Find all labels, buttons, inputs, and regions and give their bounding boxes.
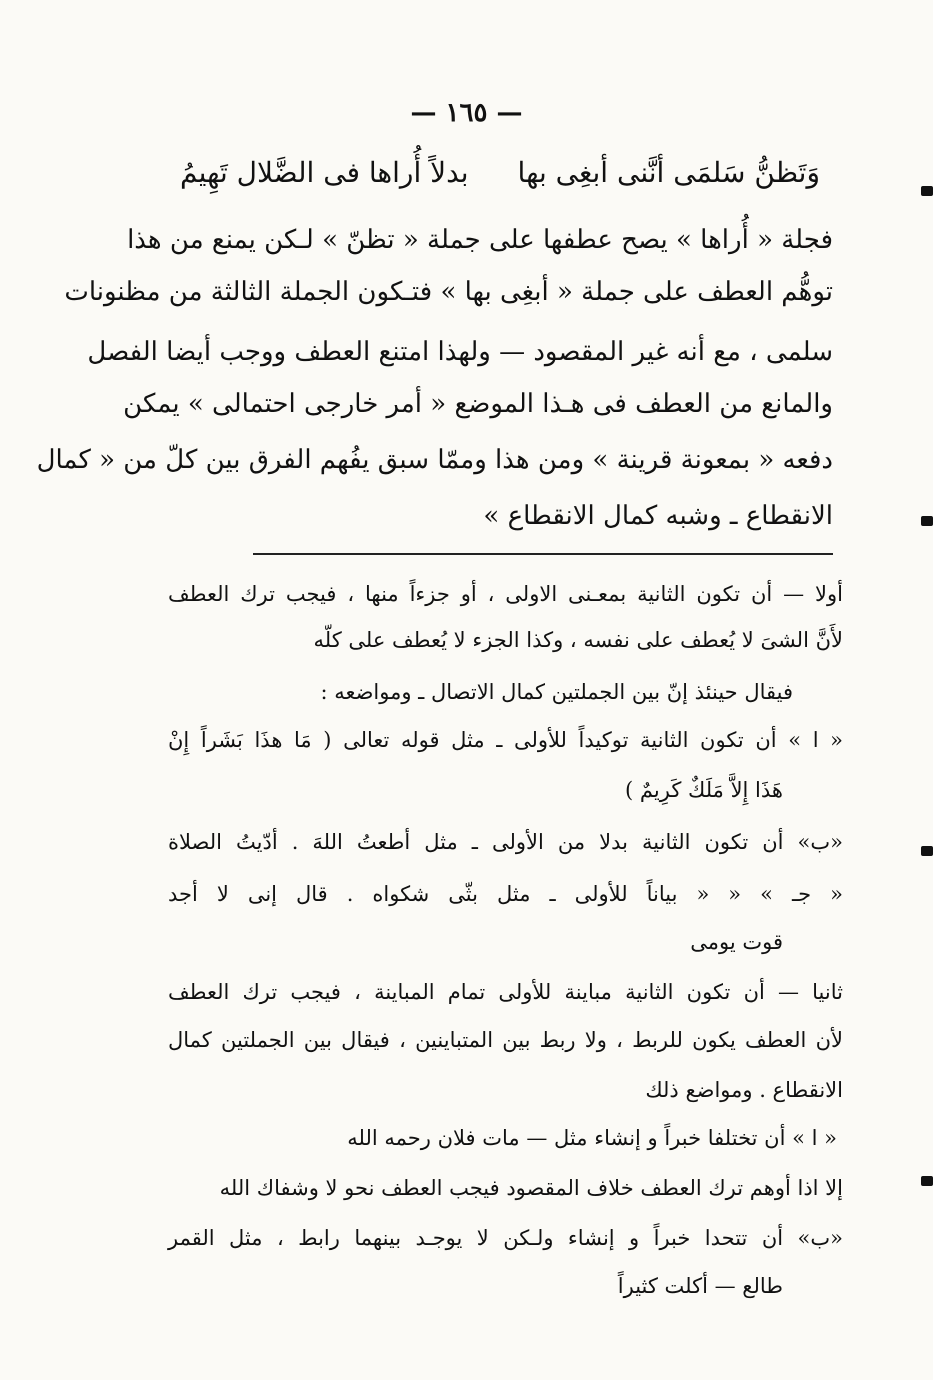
footnote-line: فيقال حينئذ إنّ بين الجملتين كمال الاتصال ـ ومواضعه : bbox=[320, 680, 793, 704]
footnote-line: « ا » أن تختلفا خبراً و إنشاء مثل — مات فلان رحمه الله bbox=[347, 1126, 837, 1150]
main-line: والمانع من العطف فى هـذا الموضع « أمر خارجى احتمالى » يمكن bbox=[123, 389, 833, 419]
main-line: الانقطاع ـ وشبه كمال الانقطاع » bbox=[483, 501, 833, 531]
main-line: سلمى ، مع أنه غير المقصود — ولهذا امتنع العطف ووجب أيضا الفصل bbox=[87, 337, 833, 367]
footnote-line: ثانيا — أن تكون الثانية مباينة للأولى تمام المباينة ، فيجب ترك العطف bbox=[168, 980, 843, 1004]
footnote-line: لأَنَّ الشىَ لا يُعطف على نفسه ، وكذا الجزء لا يُعطف على كلّه bbox=[313, 628, 843, 652]
page-number: — ١٦٥ — bbox=[410, 98, 523, 128]
poem-verse bbox=[180, 156, 820, 202]
margin-mark bbox=[921, 516, 933, 526]
footnote-line: أولا — أن تكون الثانية بمعـنى الاولى ، أو جزءاً منها ، فيجب ترك العطف bbox=[168, 582, 843, 606]
footnote-line: « جـ » « « بياناً للأولى ـ مثل بثّى شكواه . قال إنى لا أجد bbox=[168, 882, 843, 906]
margin-mark bbox=[921, 186, 933, 196]
main-line: توهُّم العطف على جملة « أبغِى بها » فتـكون الجملة الثالثة من مظنونات bbox=[64, 277, 833, 307]
footnote-line: «ب» أن تكون الثانية بدلا من الأولى ـ مثل أطعتُ اللهَ . أدّيتُ الصلاة bbox=[168, 830, 843, 854]
main-line: دفعه « بمعونة قرينة » ومن هذا وممّا سبق يفُهم الفرق بين كلّ من « كمال bbox=[36, 445, 833, 475]
footnote-divider bbox=[253, 553, 833, 555]
footnote-line: الانقطاع . ومواضع ذلك bbox=[645, 1078, 843, 1102]
margin-mark bbox=[921, 1176, 933, 1186]
footnote-line: طالع — أكلت كثيراً bbox=[617, 1274, 783, 1298]
poem-hemistich-second: بدلاً أُراها فى الضَّلال تَهِيمُ bbox=[180, 156, 469, 189]
margin-mark bbox=[921, 846, 933, 856]
footnote-line: إلا اذا أوهم ترك العطف خلاف المقصود فيجب العطف نحو لا وشفاك الله bbox=[219, 1176, 843, 1200]
footnote-line: « ا » أن تكون الثانية توكيداً للأولى ـ مثل قوله تعالى ( مَا هذَا بَشَراً إِنْ bbox=[168, 728, 843, 752]
footnote-line: «ب» أن تتحدا خبراً و إنشاء ولـكن لا يوجـد بينهما رابط ، مثل القمر bbox=[168, 1226, 843, 1250]
footnote-line: قوت يومى bbox=[690, 930, 783, 954]
footnote-line: هَذَا إِلاَّ مَلَكٌ كَرِيمٌ ) bbox=[625, 778, 783, 802]
main-line: فجلة « أُراها » يصح عطفها على جملة « تظنّ » لـكن يمنع من هذا bbox=[127, 225, 833, 255]
footnote-line: لأن العطف يكون للربط ، ولا ربط بين المتباينين ، فيقال بين الجملتين كمال bbox=[168, 1028, 843, 1052]
poem-hemistich-first: وَتَظنُّ سَلمَى أنَّنى أبغِى بها bbox=[517, 156, 820, 189]
